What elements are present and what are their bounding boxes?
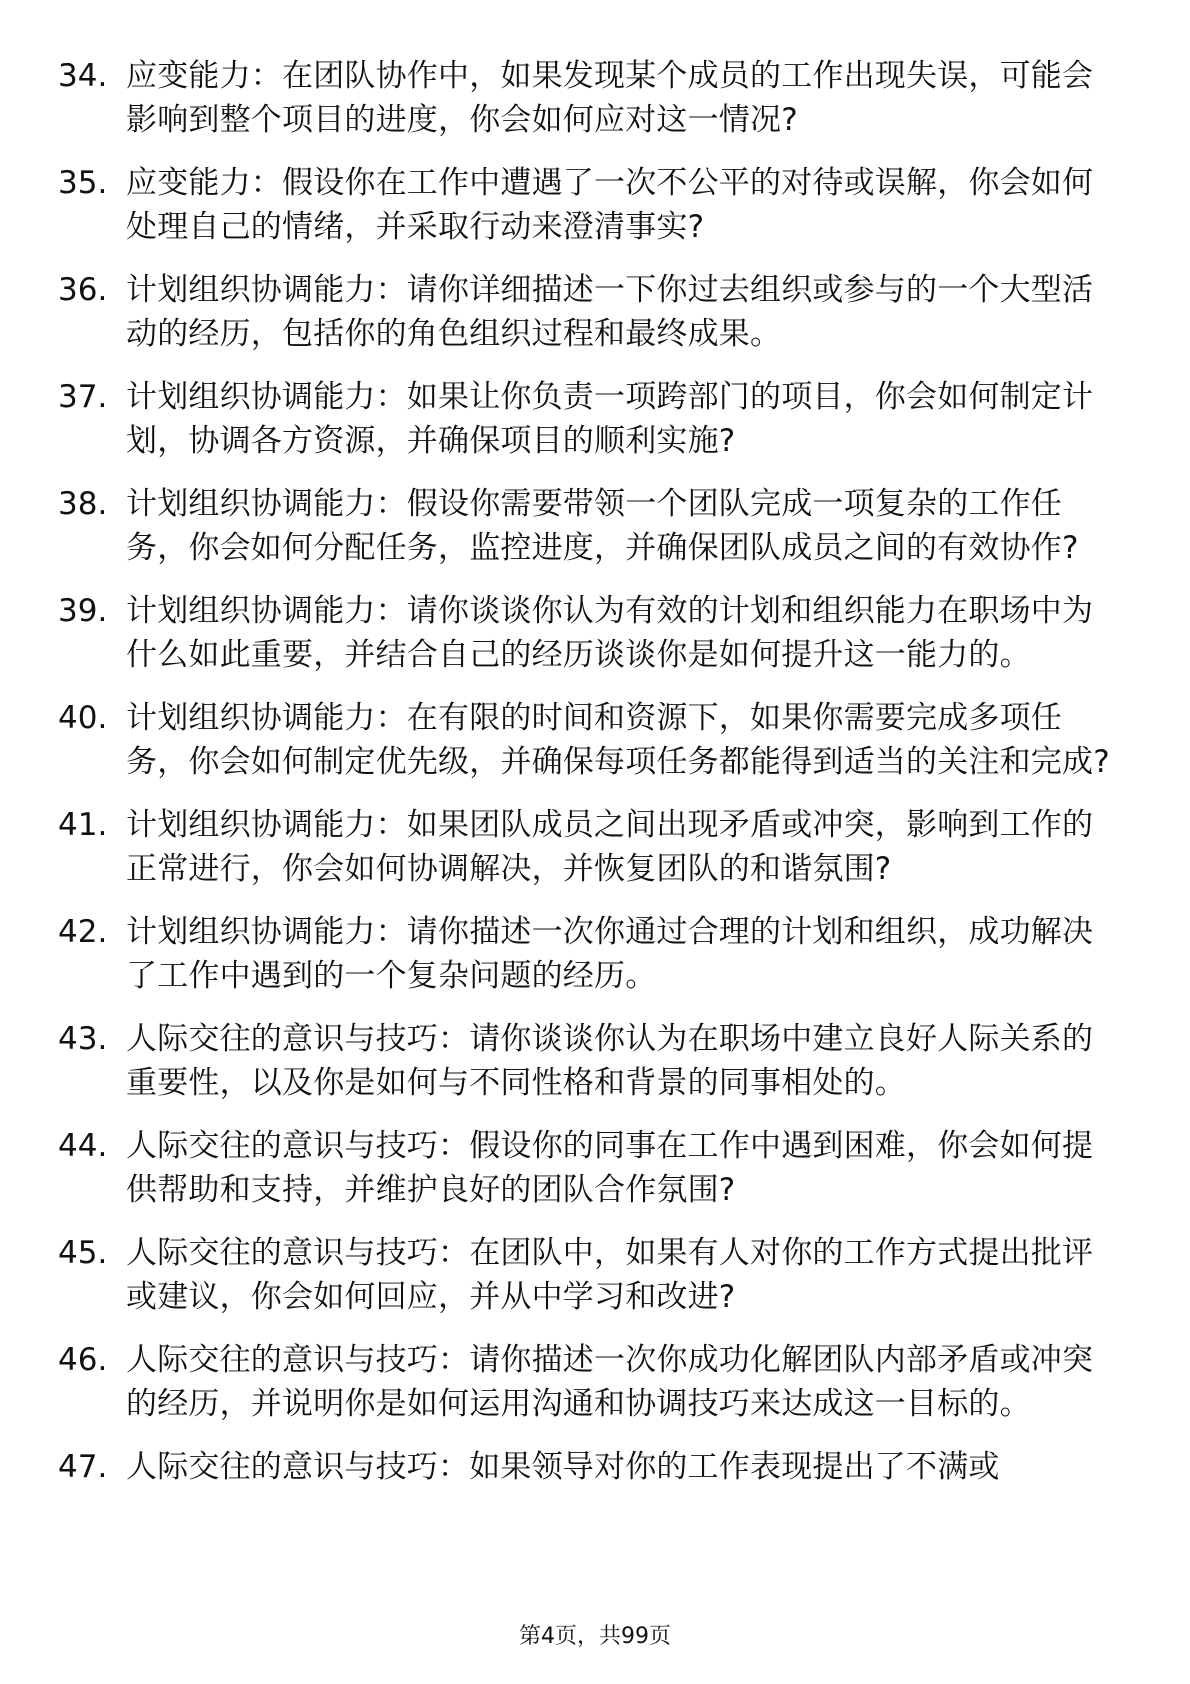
question-number: 38. <box>58 486 108 522</box>
question-item <box>58 1445 1122 1489</box>
question-text: 计划组织协调能力：请你详细描述一下你过去组织或参与的一个大型活动的经历，包括你的角色组织过程和最终成果。 <box>126 272 1094 352</box>
question-number: 41. <box>58 807 108 843</box>
question-number: 42. <box>58 914 108 950</box>
question-text: 计划组织协调能力：请你描述一次你通过合理的计划和组织，成功解决了工作中遇到的一个复杂问题的经历。 <box>126 914 1094 994</box>
question-number: 34. <box>58 58 108 94</box>
question-number: 37. <box>58 379 108 415</box>
question-item <box>58 910 1122 998</box>
question-item <box>58 589 1122 677</box>
question-item <box>58 482 1122 570</box>
question-number: 39. <box>58 593 108 629</box>
question-number: 40. <box>58 700 108 736</box>
question-text: 应变能力：假设你在工作中遭遇了一次不公平的对待或误解，你会如何处理自己的情绪，并采取行动来澄清事实? <box>126 165 1094 245</box>
question-item <box>58 1124 1122 1212</box>
question-text: 人际交往的意识与技巧：请你谈谈你认为在职场中建立良好人际关系的重要性，以及你是如何与不同性格和背景的同事相处的。 <box>126 1021 1094 1101</box>
question-text: 计划组织协调能力：请你谈谈你认为有效的计划和组织能力在职场中为什么如此重要，并结合自己的经历谈谈你是如何提升这一能力的。 <box>126 593 1094 673</box>
question-number: 46. <box>58 1342 108 1378</box>
question-item <box>58 268 1122 356</box>
page-footer: 第4页，共99页 <box>519 1624 671 1649</box>
question-number: 43. <box>58 1021 108 1057</box>
question-text: 计划组织协调能力：如果让你负责一项跨部门的项目，你会如何制定计划，协调各方资源，并确保项目的顺利实施? <box>126 379 1094 459</box>
question-list <box>58 54 1122 1508</box>
question-text: 计划组织协调能力：假设你需要带领一个团队完成一项复杂的工作任务，你会如何分配任务，监控进度，并确保团队成员之间的有效协作? <box>126 486 1079 566</box>
question-text: 人际交往的意识与技巧：在团队中，如果有人对你的工作方式提出批评或建议，你会如何回应，并从中学习和改进? <box>126 1235 1094 1315</box>
question-text: 计划组织协调能力：如果团队成员之间出现矛盾或冲突，影响到工作的正常进行，你会如何协调解决，并恢复团队的和谐氛围? <box>126 807 1094 887</box>
question-number: 36. <box>58 272 108 308</box>
question-item <box>58 1231 1122 1319</box>
question-number: 44. <box>58 1128 108 1164</box>
question-item <box>58 161 1122 249</box>
question-item <box>58 1338 1122 1426</box>
question-item <box>58 375 1122 463</box>
question-number: 45. <box>58 1235 108 1271</box>
question-text: 人际交往的意识与技巧：请你描述一次你成功化解团队内部矛盾或冲突的经历，并说明你是如何运用沟通和协调技巧来达成这一目标的。 <box>126 1342 1094 1422</box>
question-item <box>58 54 1122 142</box>
question-item <box>58 803 1122 891</box>
question-number: 35. <box>58 165 108 201</box>
question-item <box>58 1017 1122 1105</box>
question-text: 计划组织协调能力：在有限的时间和资源下，如果你需要完成多项任务，你会如何制定优先级，并确保每项任务都能得到适当的关注和完成? <box>126 700 1110 780</box>
question-text: 人际交往的意识与技巧：假设你的同事在工作中遇到困难，你会如何提供帮助和支持，并维护良好的团队合作氛围? <box>126 1128 1094 1208</box>
question-item <box>58 696 1122 784</box>
question-number: 47. <box>58 1449 108 1485</box>
question-text: 人际交往的意识与技巧：如果领导对你的工作表现提出了不满或 <box>126 1449 1000 1485</box>
question-text: 应变能力：在团队协作中，如果发现某个成员的工作出现失误，可能会影响到整个项目的进度，你会如何应对这一情况? <box>126 58 1094 138</box>
